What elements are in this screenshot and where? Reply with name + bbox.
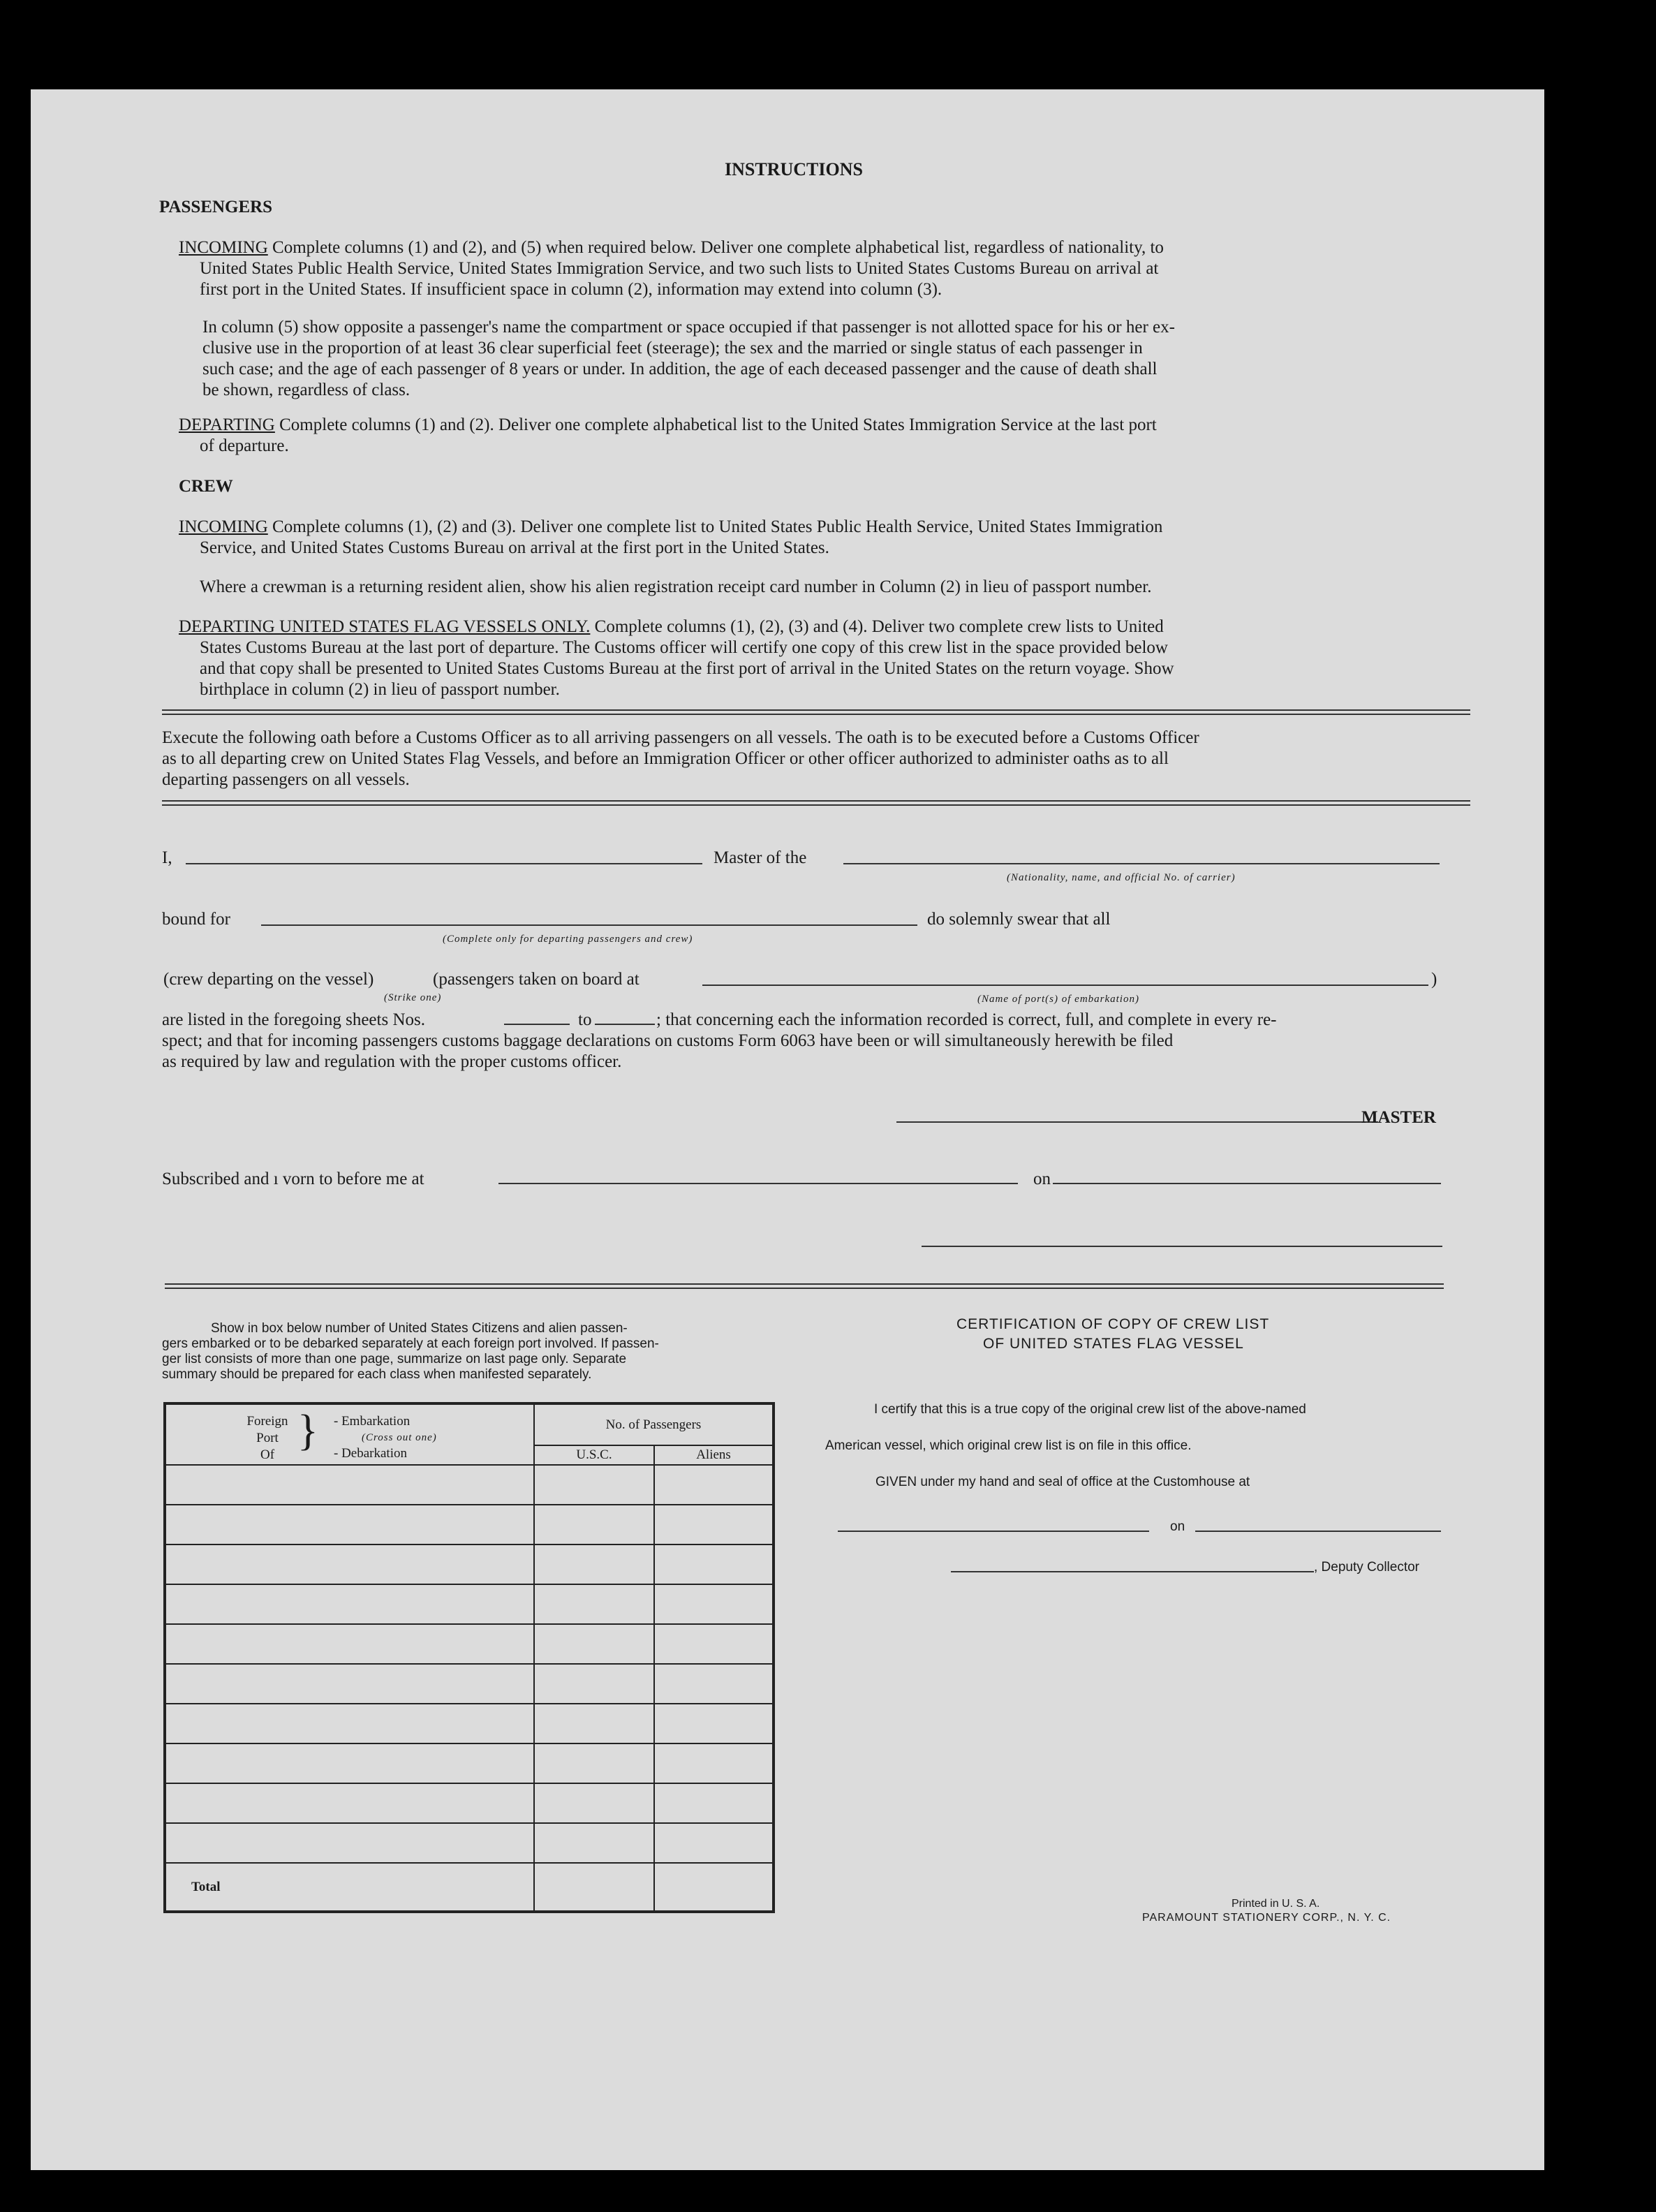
american-vessel-text: American vessel, which original crew list is on file in this office. [825, 1438, 1192, 1453]
carrier-field[interactable] [843, 863, 1440, 864]
crew-incoming-paragraph [179, 517, 1449, 559]
passenger-summary-table [163, 1402, 775, 1913]
port-cell[interactable] [165, 1743, 534, 1783]
no-of-passengers-label: No. of Passengers [605, 1417, 702, 1432]
aliens-cell[interactable] [654, 1465, 774, 1505]
total-row [165, 1863, 774, 1912]
crew-incoming-line: Service, and United States Customs Bureau on arrival at the first port in the United States. [200, 538, 829, 557]
crew-departing-line: birthplace in column (2) in lieu of passport number. [200, 680, 560, 699]
printed-in-usa: Printed in U. S. A. [1232, 1898, 1320, 1910]
embarkation-port-field[interactable] [702, 985, 1428, 986]
usc-header [534, 1445, 654, 1465]
master-signature-field[interactable] [896, 1121, 1378, 1123]
passengers-incoming-line: Complete columns (1) and (2), and (5) when required below. Deliver one complete alphabetical list, regardless of nationality, to [272, 238, 1164, 257]
port-cell[interactable] [165, 1624, 534, 1664]
strike-one-hint: (Strike one) [384, 992, 442, 1003]
usc-cell[interactable] [534, 1704, 654, 1743]
bound-for-hint: (Complete only for departing passengers and crew) [443, 934, 693, 945]
column5-line: clusive use in the proportion of at least 36 clear superficial feet (steerage); the sex and the married or single status of each passenger in [202, 339, 1143, 357]
aliens-label: Aliens [696, 1447, 731, 1462]
port-cell[interactable] [165, 1584, 534, 1624]
certification-on-label: on [1170, 1519, 1185, 1534]
no-of-passengers-header [534, 1403, 774, 1445]
table-header-row [165, 1403, 774, 1445]
passengers-incoming-line: first port in the United States. If insufficient space in column (2), information may extend into column (3). [200, 280, 942, 299]
listed-statement: ; that concerning each the information recorded is correct, full, and complete in every re- [656, 1010, 1277, 1029]
column5-line: In column (5) show opposite a passenger's name the compartment or space occupied if that passenger is not allotted space for his or her ex- [202, 318, 1175, 337]
table-row [165, 1664, 774, 1704]
port-cell[interactable] [165, 1544, 534, 1584]
usc-cell[interactable] [534, 1505, 654, 1544]
divider [162, 709, 1470, 715]
usc-cell[interactable] [534, 1544, 654, 1584]
subscribed-on-label: on [1033, 1170, 1051, 1188]
passengers-incoming-paragraph [179, 237, 1449, 300]
master-name-field[interactable] [186, 863, 702, 864]
certification-subtitle: OF UNITED STATES FLAG VESSEL [983, 1336, 1244, 1352]
subscribed-label: Subscribed and ı vorn to before me at [162, 1170, 424, 1188]
usc-label: U.S.C. [576, 1447, 612, 1462]
crew-incoming-line: Complete columns (1), (2) and (3). Deliver one complete list to United States Public Health Service, United States Immigration [272, 517, 1163, 536]
certify-text: I certify that this is a true copy of the original crew list of the above-named [874, 1402, 1306, 1417]
aliens-cell[interactable] [654, 1584, 774, 1624]
aliens-cell[interactable] [654, 1544, 774, 1584]
total-usc-cell[interactable] [534, 1863, 654, 1912]
usc-cell[interactable] [534, 1465, 654, 1505]
oath-instructions [162, 728, 1463, 790]
subscribed-date-field[interactable] [1053, 1183, 1441, 1184]
printer-name: PARAMOUNT STATIONERY CORP., N. Y. C. [1142, 1912, 1391, 1924]
usc-cell[interactable] [534, 1743, 654, 1783]
total-label-cell [165, 1863, 534, 1912]
table-row [165, 1624, 774, 1664]
resident-alien-note: Where a crewman is a returning resident alien, show his alien registration receipt card number in Column (2) in lieu of passport number. [200, 577, 1152, 596]
deputy-collector-label: , Deputy Collector [1314, 1560, 1420, 1575]
crew-incoming-label: INCOMING [179, 517, 268, 536]
summary-instructions-line: gers embarked or to be debarked separately at each foreign port involved. If passen- [162, 1336, 659, 1351]
port-cell[interactable] [165, 1664, 534, 1704]
summary-instructions-line: ger list consists of more than one page, summarize on last page only. Separate [162, 1352, 627, 1366]
passengers-incoming-line: United States Public Health Service, United States Immigration Service, and two such lists to United States Customs Bureau on arrival at [200, 259, 1159, 278]
brace-icon: } [297, 1407, 318, 1454]
form-page [31, 89, 1544, 2170]
master-of-the-label: Master of the [714, 848, 807, 867]
crew-departing-label: (crew departing on the vessel) [163, 970, 374, 989]
oath-instructions-line: Execute the following oath before a Customs Officer as to all arriving passengers on all vessels. The oath is to be executed before a Customs Officer [162, 728, 1199, 747]
aliens-cell[interactable] [654, 1783, 774, 1823]
deputy-collector-signature-field[interactable] [951, 1571, 1314, 1572]
port-hint: (Name of port(s) of embarkation) [977, 994, 1139, 1005]
sheet-from-field[interactable] [504, 1024, 570, 1025]
customhouse-field[interactable] [838, 1531, 1149, 1532]
oath-instructions-line: departing passengers on all vessels. [162, 770, 410, 789]
listed-statement-line2: spect; and that for incoming passengers customs baggage declarations on customs Form 6063 have been or will simultaneously herewith be filed [162, 1031, 1174, 1050]
port-cell[interactable] [165, 1704, 534, 1743]
aliens-cell[interactable] [654, 1823, 774, 1863]
table-row [165, 1465, 774, 1505]
aliens-cell[interactable] [654, 1624, 774, 1664]
given-text: GIVEN under my hand and seal of office at the Customhouse at [875, 1475, 1250, 1489]
table-row [165, 1743, 774, 1783]
certification-title: CERTIFICATION OF COPY OF CREW LIST [956, 1316, 1270, 1332]
crew-departing-label: DEPARTING UNITED STATES FLAG VESSELS ONLY. [179, 617, 591, 636]
subscribed-place-field[interactable] [498, 1183, 1018, 1184]
aliens-header [654, 1445, 774, 1465]
debarkation-label: - Debarkation [334, 1446, 407, 1461]
aliens-cell[interactable] [654, 1704, 774, 1743]
passengers-departing-line: of departure. [200, 436, 289, 455]
total-aliens-cell[interactable] [654, 1863, 774, 1912]
summary-instructions [162, 1321, 793, 1382]
listed-sheets-text: are listed in the foregoing sheets Nos. [162, 1010, 425, 1029]
summary-instructions-line: summary should be prepared for each class when manifested separately. [162, 1367, 592, 1382]
carrier-hint: (Nationality, name, and official No. of carrier) [1007, 872, 1236, 883]
embarkation-label: - Embarkation [334, 1414, 411, 1429]
close-paren: ) [1431, 970, 1437, 989]
port-cell[interactable] [165, 1465, 534, 1505]
column5-line: such case; and the age of each passenger of 8 years or under. In addition, the age of each deceased passenger and the cause of death shall [202, 360, 1158, 378]
usc-cell[interactable] [534, 1664, 654, 1704]
passengers-departing-label: DEPARTING [179, 415, 275, 434]
oath-instructions-line: as to all departing crew on United States Flag Vessels, and before an Immigration Officer or other officer authorized to administer oaths as to all [162, 749, 1169, 768]
usc-cell[interactable] [534, 1624, 654, 1664]
swear-label: do solemnly swear that all [927, 910, 1111, 929]
total-label: Total [191, 1879, 221, 1894]
crew-departing-paragraph [179, 617, 1449, 700]
cross-out-hint: (Cross out one) [362, 1432, 437, 1443]
bound-for-label: bound for [162, 910, 230, 929]
usc-cell[interactable] [534, 1823, 654, 1863]
table-row [165, 1544, 774, 1584]
port-cell[interactable] [165, 1823, 534, 1863]
foreign-port-header [165, 1403, 534, 1465]
aliens-cell[interactable] [654, 1505, 774, 1544]
column5-line: be shown, regardless of class. [202, 381, 411, 399]
summary-instructions-line: Show in box below number of United States Citizens and alien passen- [211, 1321, 628, 1336]
master-label: MASTER [1361, 1108, 1436, 1127]
listed-to-label: to [578, 1010, 592, 1029]
oath-i-label: I, [162, 848, 172, 867]
table-row [165, 1704, 774, 1743]
crew-heading: CREW [179, 477, 233, 496]
port-cell[interactable] [165, 1783, 534, 1823]
crew-departing-line: States Customs Bureau at the last port of departure. The Customs officer will certify one copy of this crew list in the space provided below [200, 638, 1168, 657]
of-label: Of [260, 1447, 275, 1462]
aliens-cell[interactable] [654, 1743, 774, 1783]
column5-paragraph [202, 317, 1449, 401]
passengers-departing-paragraph [179, 415, 1449, 457]
listed-statement-line3: as required by law and regulation with the proper customs officer. [162, 1052, 622, 1071]
bound-for-field[interactable] [261, 924, 917, 926]
officer-signature-field[interactable] [922, 1246, 1442, 1247]
port-cell[interactable] [165, 1505, 534, 1544]
aliens-cell[interactable] [654, 1664, 774, 1704]
table-row [165, 1505, 774, 1544]
crew-departing-line: Complete columns (1), (2), (3) and (4). Deliver two complete crew lists to United [594, 617, 1164, 636]
certification-date-field[interactable] [1195, 1531, 1441, 1532]
usc-cell[interactable] [534, 1584, 654, 1624]
port-label: Port [256, 1431, 279, 1445]
page-title: INSTRUCTIONS [725, 159, 863, 179]
usc-cell[interactable] [534, 1783, 654, 1823]
table-row [165, 1823, 774, 1863]
passengers-incoming-label: INCOMING [179, 238, 268, 257]
passengers-departing-line: Complete columns (1) and (2). Deliver one complete alphabetical list to the United States Immigration Service at the last port [279, 415, 1157, 434]
passengers-heading: PASSENGERS [159, 198, 273, 216]
table-row [165, 1584, 774, 1624]
sheet-to-field[interactable] [595, 1024, 655, 1025]
foreign-label: Foreign [246, 1414, 288, 1429]
crew-departing-line: and that copy shall be presented to United States Customs Bureau at the first port of arrival in the United States on the return voyage. Show [200, 659, 1174, 678]
passengers-taken-label: (passengers taken on board at [433, 970, 640, 989]
divider [162, 800, 1470, 806]
divider [165, 1283, 1444, 1289]
table-row [165, 1783, 774, 1823]
